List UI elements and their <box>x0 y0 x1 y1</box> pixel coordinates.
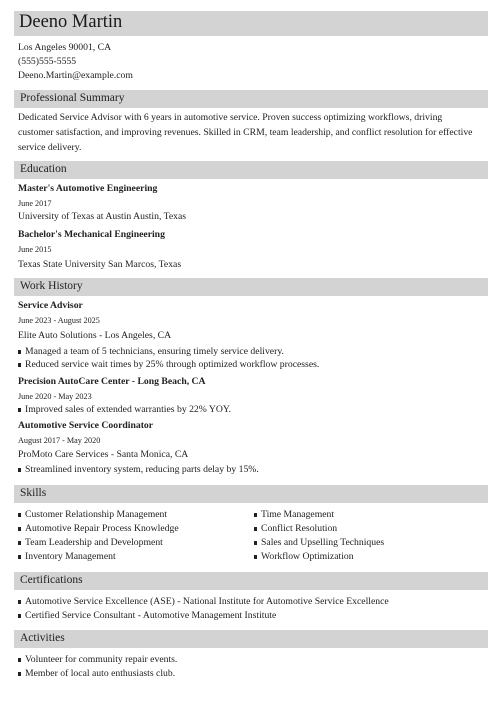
job-dates: June 2020 - May 2023 <box>18 392 92 401</box>
activity-item: Volunteer for community repair events. <box>25 654 178 665</box>
skill-item: Team Leadership and Development <box>25 537 163 548</box>
skill-item: Sales and Upselling Techniques <box>261 537 385 548</box>
school-name: Texas State University San Marcos, Texas <box>18 259 182 270</box>
activities-section-header <box>14 630 488 648</box>
candidate-name: Deeno Martin <box>19 12 123 32</box>
skill-item: Conflict Resolution <box>261 523 338 534</box>
degree-date: June 2017 <box>18 199 52 208</box>
education-section-header <box>14 161 488 179</box>
summary-section-header <box>14 90 488 108</box>
skill-item: Automotive Repair Process Knowledge <box>25 523 179 534</box>
job-bullet: Managed a team of 5 technicians, ensuring timely service delivery. <box>25 346 284 357</box>
degree-date: June 2015 <box>18 245 52 254</box>
section-title: Professional Summary <box>20 92 125 104</box>
job-dates: August 2017 - May 2020 <box>18 436 101 445</box>
school-name: University of Texas at Austin Austin, Texas <box>18 211 187 222</box>
summary-text: Dedicated Service Advisor with 6 years in automotive service. Proven success optimizing workflows, driving customer satisfaction, and improving revenues. Skilled in CRM, team leadership, and conflict resolution for effective service delivery. <box>18 112 473 153</box>
job-title: Service Advisor <box>18 300 83 311</box>
work-section-header <box>14 278 488 296</box>
job-bullet: Reduced service wait times by 25% through optimized workflow processes. <box>25 359 320 370</box>
job-bullet: Improved sales of extended warranties by 22% YOY. <box>25 404 232 415</box>
job-bullet: Streamlined inventory system, reducing parts delay by 15%. <box>25 464 259 475</box>
skill-item: Workflow Optimization <box>261 551 354 562</box>
certification-item: Certified Service Consultant - Automotive Management Institute <box>25 610 277 621</box>
section-title: Skills <box>20 487 47 499</box>
address: Los Angeles 90001, CA <box>18 42 112 53</box>
job-company: Elite Auto Solutions - Los Angeles, CA <box>18 330 172 341</box>
activity-item: Member of local auto enthusiasts club. <box>25 668 176 679</box>
section-title: Work History <box>20 280 83 292</box>
section-title: Certifications <box>20 574 83 586</box>
skill-item: Time Management <box>261 509 335 520</box>
email: Deeno.Martin@example.com <box>18 70 133 81</box>
phone: (555)555-5555 <box>18 56 77 67</box>
degree-title: Master's Automotive Engineering <box>18 183 158 194</box>
degree-title: Bachelor's Mechanical Engineering <box>18 229 165 240</box>
job-dates: June 2023 - August 2025 <box>18 316 100 325</box>
certifications-section-header <box>14 572 488 590</box>
skill-item: Inventory Management <box>25 551 116 562</box>
job-title: Automotive Service Coordinator <box>18 420 154 431</box>
skill-item: Customer Relationship Management <box>25 509 168 520</box>
job-title: Precision AutoCare Center - Long Beach, CA <box>18 376 206 387</box>
section-title: Education <box>20 163 67 175</box>
certification-item: Automotive Service Excellence (ASE) - National Institute for Automotive Service Excellence <box>25 596 389 607</box>
skills-section-header <box>14 485 488 503</box>
name-bar <box>14 11 488 36</box>
job-company: ProMoto Care Services - Santa Monica, CA <box>18 449 189 460</box>
section-title: Activities <box>20 632 65 644</box>
